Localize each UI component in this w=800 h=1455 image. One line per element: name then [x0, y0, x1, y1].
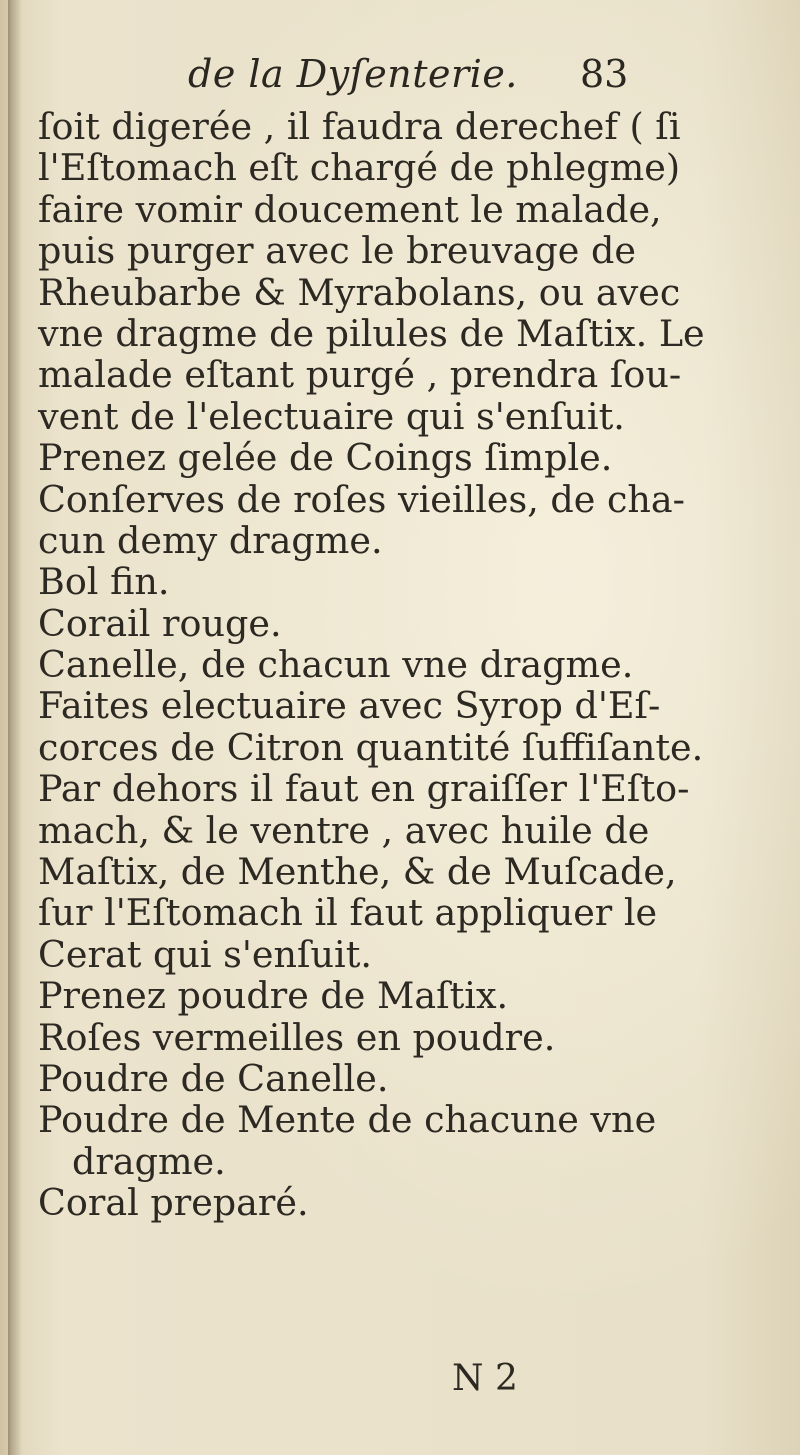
- text-line: Maſtix, de Menthe, & de Muſcade,: [38, 850, 677, 894]
- page-number: 83: [580, 52, 629, 96]
- text-line: Rheubarbe & Myrabolans, ou avec: [38, 270, 681, 314]
- text-line: Poudre de Canelle.: [38, 1056, 389, 1100]
- text-line: puis purger avec le breuvage de: [38, 229, 636, 273]
- text-line: vne dragme de pilules de Maſtix. Le: [38, 311, 705, 355]
- text-line: Faites electuaire avec Syrop d'Eſ-: [38, 684, 661, 728]
- text-line: ſoit digerée , il faudra derechef ( ſi: [38, 105, 681, 148]
- signature-mark: N 2: [452, 1358, 518, 1399]
- body-text: [38, 106, 778, 1224]
- text-line: Conſerves de roſes vieilles, de cha-: [38, 477, 686, 521]
- text-line: Cerat qui s'enſuit.: [38, 932, 372, 976]
- text-line: Prenez gelée de Coings ſimple.: [38, 436, 613, 480]
- text-line: mach, & le ventre , avec huile de: [38, 808, 650, 852]
- text-line: Corail rouge.: [38, 601, 282, 645]
- text-line: Roſes vermeilles en poudre.: [38, 1015, 556, 1059]
- text-line: ſur l'Eſtomach il faut appliquer le: [38, 891, 658, 935]
- text-line: vent de l'electuaire qui s'enſuit.: [38, 394, 625, 438]
- text-line: Prenez poudre de Maſtix.: [38, 974, 509, 1018]
- text-line: cun demy dragme.: [38, 518, 383, 562]
- binding-gutter: [8, 0, 22, 1455]
- text-line: malade eſtant purgé , prendra ſou-: [38, 353, 682, 397]
- text-line: Poudre de Mente de chacune vne: [38, 1098, 657, 1142]
- text-line: l'Eſtomach eſt chargé de phlegme): [38, 146, 681, 190]
- text-line: dragme.: [72, 1139, 226, 1183]
- running-title: de la Dyſenterie.: [188, 52, 518, 96]
- text-line: faire vomir doucement le malade,: [38, 187, 662, 231]
- text-line: Par dehors il faut en graiſſer l'Eſto-: [38, 767, 690, 811]
- text-line: Bol fin.: [38, 560, 170, 604]
- text-line: Coral preparé.: [38, 1181, 309, 1225]
- text-line: corces de Citron quantité ſuffiſante.: [38, 725, 704, 769]
- text-line: Canelle, de chacun vne dragme.: [38, 643, 634, 687]
